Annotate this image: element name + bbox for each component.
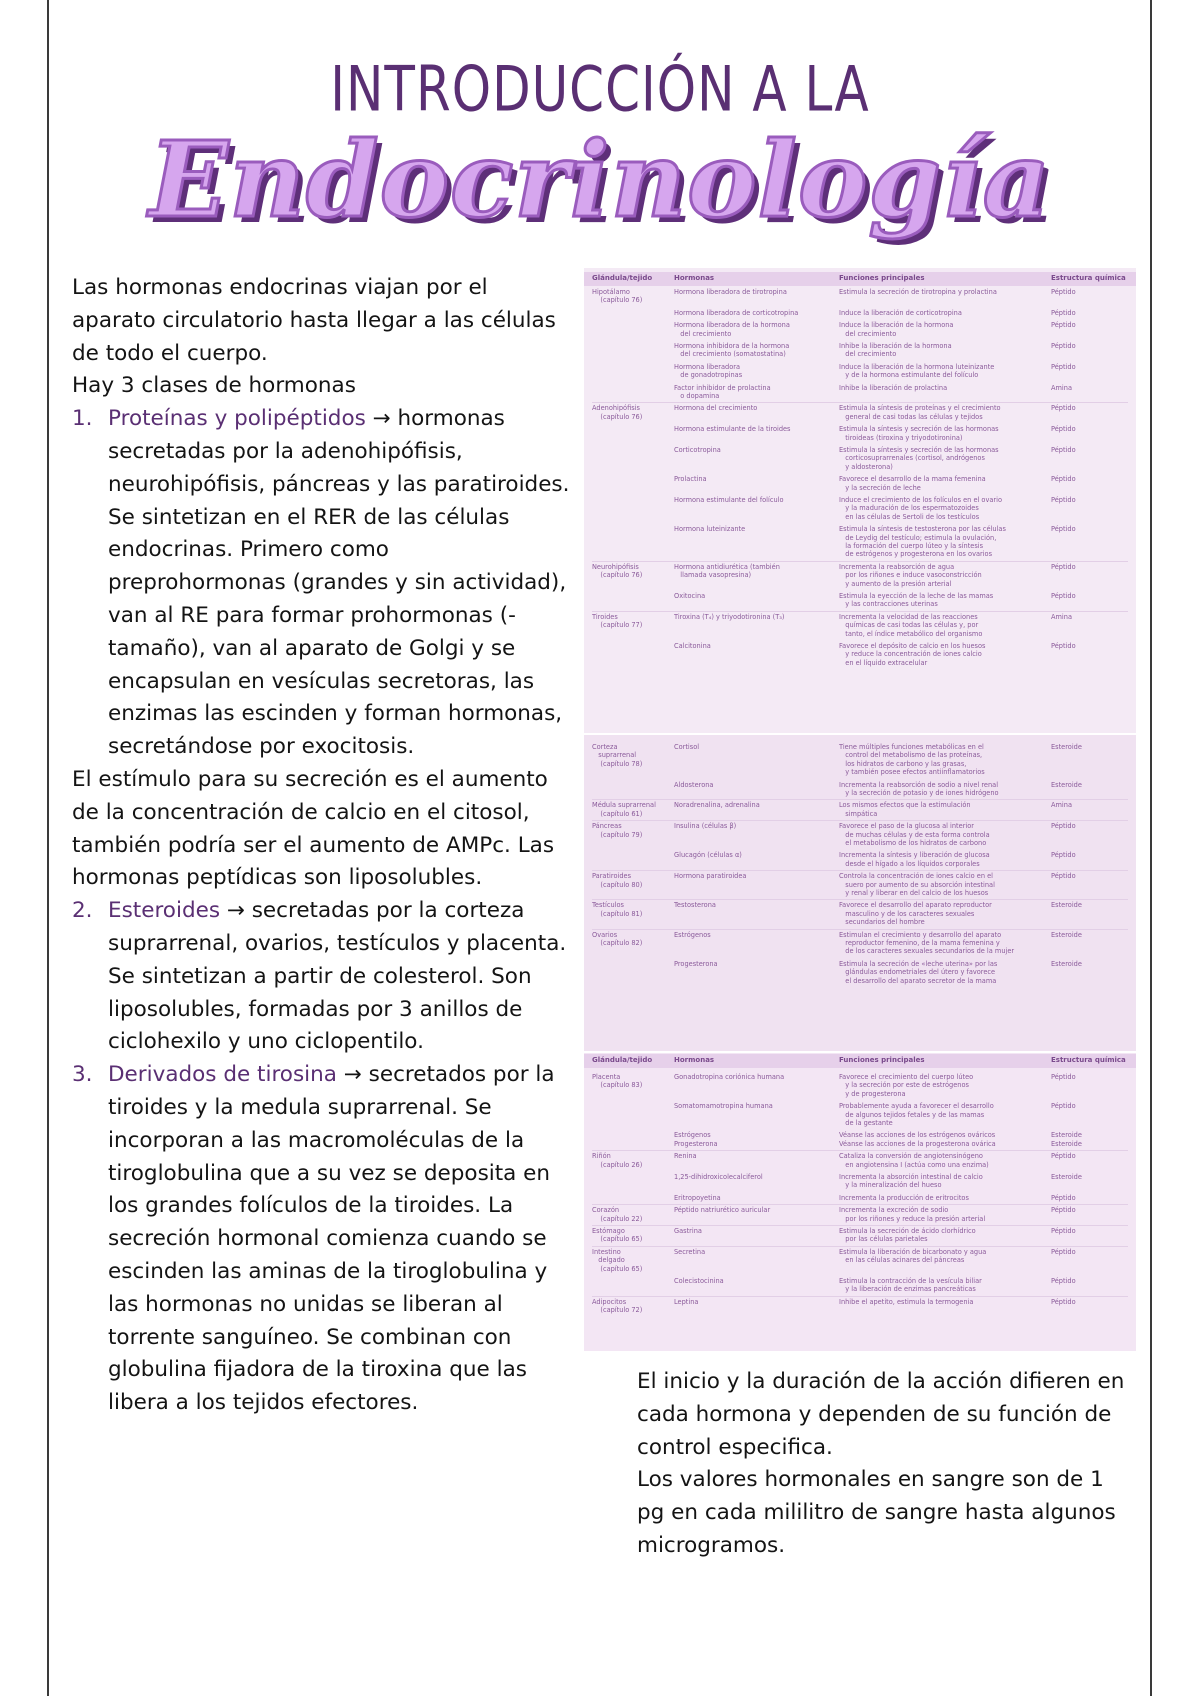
table-row <box>584 872 1136 897</box>
table-separator <box>592 870 1128 871</box>
table-separator <box>592 899 1128 900</box>
cell-function: Incrementa la velocidad de las reacciones químicas de casi todas las células y, por tanto, el índice metabólico del organismo <box>839 612 983 638</box>
left-column <box>72 272 572 1420</box>
cell-gland: Testículos (capítulo 81) <box>592 901 643 918</box>
cell-function: Estimulan el crecimiento y desarrollo del aparato reproductor femenino, de la mama femenina y de los caracteres sexuales secundarios de la mujer <box>839 930 1015 956</box>
arrow-icon: → <box>372 406 391 432</box>
table-row <box>584 475 1136 492</box>
cell-function: Estimula la contracción de la vesícula biliar y la liberación de enzimas pancreáticas <box>839 1277 982 1294</box>
cell-hormone: Hormona liberadora de gonadotropinas <box>674 362 743 380</box>
list-item <box>72 403 572 764</box>
cell-function: Controla la concentración de iones calcio en el suero por aumento de su absorción intestinal y renal y liberar en del calcio de los huesos <box>839 872 995 897</box>
cell-hormone: Cortisol <box>674 743 700 751</box>
cell-structure: Esteroide <box>1051 1173 1082 1181</box>
cell-hormone: Hormona paratiroidea <box>674 872 747 881</box>
cell-hormone: Tiroxina (T₄) y triyodotironina (T₃) <box>674 612 785 621</box>
cell-hormone: Gastrina <box>674 1227 702 1235</box>
table-row <box>584 801 1136 818</box>
hormone-classes-list-2 <box>72 895 572 1420</box>
table-row <box>584 931 1136 956</box>
cell-structure: Péptido <box>1051 425 1076 434</box>
class-description: secretados por la tiroides y la medula suprarrenal. Se incorporan a las macromoléculas de la tiroglobulina que a su vez se deposita en los grandes folículos de la tiroides. La secreción hormonal comienza cuando se escinden las aminas de la tiroglobulina y las hormonas no unidas se liberan al torrente sanguíneo. Se combinan con globulina fijadora de la tiroxina que las libera a los tejidos efectores. <box>108 1062 555 1416</box>
cell-structure: Péptido <box>1051 872 1076 881</box>
cell-structure: Amina <box>1051 612 1072 621</box>
cell-hormone: Aldosterona <box>674 780 714 789</box>
table-row <box>584 1194 1136 1202</box>
table-row <box>584 743 1136 777</box>
cell-function: Estimula la eyección de la leche de las mamas y las contracciones uterinas <box>839 592 994 609</box>
cell-structure: Péptido <box>1051 525 1076 534</box>
cell-structure: Esteroide <box>1051 959 1082 968</box>
table-separator <box>592 1150 1128 1151</box>
arrow-icon: → <box>226 898 245 924</box>
cell-function: Induce el crecimiento de los folículos en el ovario y la maduración de los espermatozoides en las células de Sertoli de los testículos <box>839 496 1002 521</box>
table-row <box>584 446 1136 471</box>
cell-hormone: Insulina (células β) <box>674 822 737 831</box>
cell-hormone: Hormona liberadora de corticotropina <box>674 308 799 317</box>
cell-structure: Péptido <box>1051 1193 1076 1202</box>
cell-gland: Placenta (capítulo 83) <box>592 1073 643 1090</box>
cell-hormone: Hormona estimulante del folículo <box>674 496 784 504</box>
cell-function: Cataliza la conversión de angiotensinógeno en angiotensina I (actúa como una enzima) <box>839 1152 989 1169</box>
page-border-right <box>1150 0 1152 1696</box>
cell-function: Estimula la secreción de «leche uterina» por las glándulas endometriales del útero y favorece el desarrollo del aparato secretor de la mama <box>839 959 998 985</box>
table-row <box>584 1227 1136 1244</box>
cell-structure: Péptido <box>1051 562 1076 571</box>
cell-structure: Péptido <box>1051 446 1076 454</box>
cell-structure: Esteroide <box>1051 743 1082 751</box>
cell-structure: Amina <box>1051 801 1072 810</box>
table-separator <box>592 1225 1128 1226</box>
cell-function: Induce la liberación de corticotropina <box>839 308 962 317</box>
list-item <box>72 895 572 1059</box>
table-row <box>584 1206 1136 1223</box>
header-gland: Glándula/tejido <box>592 1056 653 1064</box>
header-function: Funciones principales <box>839 1056 925 1064</box>
cell-hormone: Eritropoyetina <box>674 1193 721 1202</box>
table-separator <box>592 1204 1128 1205</box>
title-main: Endocrinología <box>148 118 1052 241</box>
table-separator <box>592 1246 1128 1247</box>
cell-structure: Péptido <box>1051 1277 1076 1285</box>
table-row <box>584 288 1136 305</box>
hormone-table <box>584 268 1136 1351</box>
table-row <box>584 404 1136 421</box>
cell-structure: Péptido <box>1051 496 1076 504</box>
cell-hormone: Glucagón (células α) <box>674 851 742 860</box>
table-section-3 <box>584 1053 1136 1351</box>
class-name: Proteínas y polipéptidos <box>108 406 366 432</box>
cell-gland: Adenohipófisis (capítulo 76) <box>592 404 643 421</box>
table-row <box>584 321 1136 338</box>
cell-structure: Péptido <box>1051 1247 1076 1256</box>
table-row <box>584 1073 1136 1098</box>
cell-hormone: Péptido natriurético auricular <box>674 1206 771 1215</box>
cell-function: Estimula la liberación de bicarbonato y agua en las células acinares del páncreas <box>839 1247 987 1265</box>
cell-function: Favorece el paso de la glucosa al interior de muchas células y de esta forma controla el metabolismo de los hidratos de carbono <box>839 822 990 847</box>
cell-structure: Péptido <box>1051 288 1076 296</box>
table-row <box>584 363 1136 380</box>
table-row <box>584 960 1136 985</box>
cell-structure: Péptido <box>1051 475 1076 484</box>
cell-function: Induce la liberación de la hormona del crecimiento <box>839 321 954 338</box>
cell-function: Incrementa la absorción intestinal de calcio y la mineralización del hueso <box>839 1173 983 1190</box>
cell-function: Véanse las acciones de los estrógenos ováricos Véanse las acciones de la progesterona ovárica <box>839 1131 996 1148</box>
table-separator <box>592 929 1128 930</box>
cell-hormone: Renina <box>674 1152 697 1161</box>
cell-structure: Péptido <box>1051 404 1076 413</box>
cell-structure: Esteroide <box>1051 780 1082 789</box>
cell-structure: Péptido <box>1051 822 1076 831</box>
table-row <box>584 1152 1136 1169</box>
class-name: Derivados de tirosina <box>108 1062 337 1088</box>
cell-hormone: Somatomamotropina humana <box>674 1102 773 1111</box>
cell-gland: Paratiroides (capítulo 80) <box>592 872 643 889</box>
cell-structure: Esteroide <box>1051 901 1082 910</box>
cell-hormone: Factor inhibidor de prolactina o dopamina <box>674 383 771 400</box>
header-gland: Glándula/tejido <box>592 274 653 282</box>
cell-structure: Péptido <box>1051 308 1076 317</box>
intro-text: Las hormonas endocrinas viajan por el aparato circulatorio hasta llegar a las células de todo el cuerpo. <box>72 275 556 366</box>
table-row <box>584 1248 1136 1273</box>
table-row <box>584 384 1136 401</box>
cell-function: Favorece el desarrollo del aparato reproductor masculino y de los caracteres sexuales secundarios del hombre <box>839 901 992 927</box>
cell-gland: Adipocitos (capítulo 72) <box>592 1297 643 1315</box>
header-hormone: Hormonas <box>674 274 715 282</box>
cell-function: Estimula la síntesis y secreción de las hormonas tiroideas (tiroxina y triyodotironina) <box>839 425 999 442</box>
table-row <box>584 613 1136 638</box>
cell-function: Los mismos efectos que la estimulación simpática <box>839 801 971 818</box>
page-border-left <box>47 0 49 1696</box>
cell-gland: Corteza suprarrenal (capítulo 78) <box>592 743 643 768</box>
cell-hormone: Hormona luteinizante <box>674 525 746 534</box>
cell-function: Incrementa la reabsorción de sodio a nivel renal y la secreción de potasio y de iones hidrógeno <box>839 780 999 797</box>
table-separator <box>592 1296 1128 1297</box>
cell-function: Incrementa la síntesis y liberación de glucosa desde el hígado a los líquidos corporales <box>839 851 990 868</box>
stimulus-text: El estímulo para su secreción es el aumento de la concentración de calcio en el citosol, también podría ser el aumento de AMPc. Las hormonas peptídicas son liposolubles. <box>72 766 555 891</box>
cell-function: Estimula la secreción de tirotropina y prolactina <box>839 288 997 296</box>
table-row <box>584 1173 1136 1190</box>
table-row <box>584 496 1136 521</box>
cell-structure: Péptido <box>1051 1152 1076 1161</box>
cell-function: Tiene múltiples funciones metabólicas en el control del metabolismo de las proteínas, los hidratos de carbono y las grasas, y también posee efectos antiinflamatorios <box>839 743 985 777</box>
table-row <box>584 425 1136 442</box>
cell-hormone: Secretina <box>674 1247 706 1256</box>
cell-function: Incrementa la producción de eritrocitos <box>839 1193 969 1202</box>
cell-gland: Intestino delgado (capítulo 65) <box>592 1247 643 1273</box>
cell-function: Incrementa la excreción de sodio por los riñones y reduce la presión arterial <box>839 1206 986 1223</box>
classes-text: Hay 3 clases de hormonas <box>72 373 356 399</box>
cell-hormone: Calcitonina <box>674 642 711 650</box>
cell-hormone: Corticotropina <box>674 446 721 454</box>
cell-structure: Péptido <box>1051 321 1076 330</box>
table-row <box>584 781 1136 798</box>
right-paragraph-1: El inicio y la duración de la acción difieren en cada hormona y dependen de su función de control especifica. <box>637 1369 1125 1460</box>
table-row <box>584 342 1136 359</box>
cell-function: Inhibe la liberación de la hormona del crecimiento <box>839 342 952 359</box>
cell-structure: Péptido <box>1051 1227 1076 1235</box>
table-separator <box>592 799 1128 800</box>
cell-gland: Riñón (capítulo 26) <box>592 1152 643 1169</box>
cell-function: Estimula la síntesis y secreción de las hormonas corticosuprarrenales (cortisol, andrógenos y aldosterona) <box>839 446 999 471</box>
cell-hormone: Estrógenos <box>674 930 711 939</box>
cell-hormone: Noradrenalina, adrenalina <box>674 801 760 810</box>
cell-structure: Esteroide Esteroide <box>1051 1131 1082 1148</box>
table-row <box>584 1277 1136 1294</box>
cell-function: Estimula la secreción de ácido clorhídrico por las células parietales <box>839 1227 976 1244</box>
table-row <box>584 525 1136 559</box>
cell-gland: Hipotálamo (capítulo 76) <box>592 288 643 305</box>
class-name: Esteroides <box>108 898 221 924</box>
table-row <box>584 1131 1136 1148</box>
cell-hormone: Hormona antidiurética (también llamada vasopresina) <box>674 562 780 580</box>
cell-hormone: Testosterona <box>674 901 716 910</box>
cell-hormone: Estrógenos Progesterona <box>674 1131 718 1148</box>
table-separator <box>592 561 1128 562</box>
cell-function: Estimula la síntesis de proteínas y el crecimiento general de casi todas las células y tejidos <box>839 404 1001 421</box>
table-separator <box>592 820 1128 821</box>
list-item <box>72 1059 572 1420</box>
cell-hormone: Progesterona <box>674 959 718 968</box>
table-separator <box>592 611 1128 612</box>
right-text <box>637 1366 1137 1563</box>
cell-gland: Médula suprarrenal (capítulo 61) <box>592 801 656 818</box>
cell-function: Incrementa la reabsorción de agua por los riñones e induce vasoconstricción y aumento de la presión arterial <box>839 562 982 588</box>
header-function: Funciones principales <box>839 274 925 282</box>
cell-hormone: Hormona estimulante de la tiroides <box>674 425 791 434</box>
cell-hormone: Hormona inhibidora de la hormona del crecimiento (somatostatina) <box>674 342 790 359</box>
list-number: 2. <box>72 898 93 924</box>
cell-structure: Péptido <box>1051 362 1076 371</box>
table-section-1 <box>584 268 1136 733</box>
header-structure: Estructura química <box>1051 274 1126 282</box>
cell-gland: Estómago (capítulo 65) <box>592 1227 643 1244</box>
list-number: 1. <box>72 406 93 432</box>
cell-structure: Péptido <box>1051 342 1076 350</box>
table-row <box>584 1298 1136 1315</box>
cell-gland: Ovarios (capítulo 82) <box>592 930 643 947</box>
cell-structure: Péptido <box>1051 851 1076 860</box>
cell-hormone: Leptina <box>674 1297 699 1306</box>
cell-function: Inhibe la liberación de prolactina <box>839 383 948 392</box>
cell-structure: Amina <box>1051 383 1072 392</box>
cell-structure: Péptido <box>1051 642 1076 650</box>
cell-hormone: Prolactina <box>674 475 707 484</box>
cell-gland: Neurohipófisis (capítulo 76) <box>592 562 643 580</box>
header-hormone: Hormonas <box>674 1056 715 1064</box>
table-row <box>584 851 1136 868</box>
table-row <box>584 592 1136 609</box>
table-row <box>584 1102 1136 1127</box>
cell-gland: Corazón (capítulo 22) <box>592 1206 643 1223</box>
cell-hormone: Hormona liberadora de la hormona del crecimiento <box>674 321 790 338</box>
cell-structure: Péptido <box>1051 1297 1076 1306</box>
cell-function: Favorece el crecimiento del cuerpo lúteo y la secreción por este de estrógenos y de progesterona <box>839 1073 974 1098</box>
class-description: hormonas secretadas por la adenohipófisis, neurohipófisis, páncreas y las paratiroides. Se sintetizan en el RER de las células endocrinas. Primero como preprohormonas (grandes y sin actividad), van al RE para formar prohormonas (- tamaño), van al aparato de Golgi y se encapsulan en vesículas secretoras, las enzimas las escinden y forman hormonas, secretándose por exocitosis. <box>108 406 570 760</box>
table-row <box>584 822 1136 847</box>
cell-hormone: Oxitocina <box>674 592 706 600</box>
cell-structure: Esteroide <box>1051 930 1082 939</box>
list-number: 3. <box>72 1062 93 1088</box>
cell-structure: Péptido <box>1051 1102 1076 1111</box>
cell-hormone: 1,25-dihidroxicolecalciferol <box>674 1173 763 1181</box>
cell-function: Probablemente ayuda a favorecer el desarrollo de algunos tejidos fetales y de las mamas de la gestante <box>839 1102 994 1127</box>
cell-gland: Páncreas (capítulo 79) <box>592 822 643 839</box>
cell-structure: Péptido <box>1051 1206 1076 1215</box>
cell-gland: Tiroides (capítulo 77) <box>592 612 643 630</box>
table-header-2 <box>584 1054 1136 1068</box>
right-paragraph-2: Los valores hormonales en sangre son de 1 pg en cada mililitro de sangre hasta algunos microgramos. <box>637 1467 1116 1558</box>
cell-function: Inhibe el apetito, estimula la termogenia <box>839 1297 974 1306</box>
table-separator <box>592 402 1128 403</box>
table-section-2 <box>584 735 1136 1051</box>
cell-function: Favorece el depósito de calcio en los huesos y reduce la concentración de iones calcio en el líquido extracelular <box>839 642 986 667</box>
table-row <box>584 642 1136 667</box>
table-row <box>584 309 1136 317</box>
cell-structure: Péptido <box>1051 592 1076 600</box>
cell-function: Estimula la síntesis de testosterona por las células de Leydig del testículo; estimula la ovulación, la formación del cuerpo lúteo y la síntesis de estrógenos y progesterona en los ovarios <box>839 525 1006 559</box>
table-header <box>584 272 1136 286</box>
cell-hormone: Hormona del crecimiento <box>674 404 758 413</box>
class-description: secretadas por la corteza suprarrenal, ovarios, testículos y placenta. Se sintetizan a partir de colesterol. Son liposolubles, formadas por 3 anillos de ciclohexilo y uno ciclopentilo. <box>108 898 567 1055</box>
cell-hormone: Hormona liberadora de tirotropina <box>674 288 787 296</box>
header-structure: Estructura química <box>1051 1056 1126 1064</box>
cell-hormone: Gonadotropina coriónica humana <box>674 1073 785 1081</box>
arrow-icon: → <box>343 1062 362 1088</box>
table-row <box>584 563 1136 588</box>
cell-structure: Péptido <box>1051 1073 1076 1081</box>
hormone-classes-list <box>72 403 572 764</box>
cell-hormone: Colecistocinina <box>674 1277 724 1285</box>
table-row <box>584 901 1136 926</box>
cell-function: Favorece el desarrollo de la mama femenina y la secreción de leche <box>839 475 986 492</box>
title-top: INTRODUCCIÓN A LA <box>330 52 870 126</box>
cell-function: Induce la liberación de la hormona luteinizante y de la hormona estimulante del folículo <box>839 362 995 380</box>
